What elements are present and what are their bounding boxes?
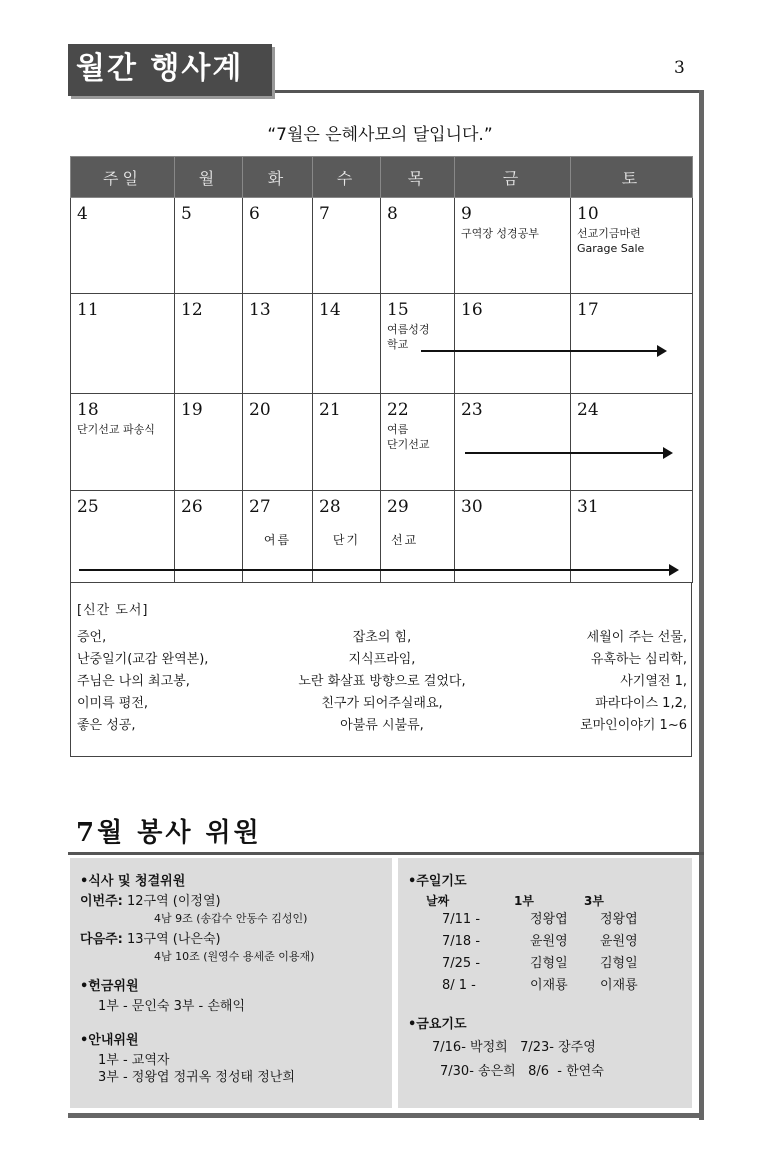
day-number: 14 — [319, 300, 341, 320]
weekday-header-row — [71, 157, 693, 198]
prayer-header-date: 날짜 — [426, 894, 450, 908]
day-number: 9 — [461, 204, 472, 224]
weekday-header: 화 — [243, 157, 313, 198]
frame-right-rule — [699, 90, 704, 1120]
weekday-header: 금 — [455, 157, 571, 198]
calendar-day-cell — [455, 491, 571, 583]
book-title: 유혹하는 심리학, — [590, 652, 687, 667]
service-top-rule — [68, 852, 704, 855]
book-title: 로마인이야기 1~6 — [580, 718, 687, 733]
calendar-week-row — [71, 394, 693, 491]
meal-this-week — [80, 893, 382, 910]
calendar-day-cell — [243, 198, 313, 294]
calendar-day-cell — [455, 394, 571, 491]
day-number: 11 — [77, 300, 99, 320]
day-number: 5 — [181, 204, 192, 224]
meal-next-week — [80, 931, 382, 948]
calendar-day-cell — [571, 394, 693, 491]
this-week-line2: 4남 9조 (송갑수 안동수 김성인) — [154, 912, 308, 925]
calendar-event-line2: 단기선교 — [387, 438, 430, 451]
usher-committee-title: •안내위원 — [80, 1033, 139, 1048]
day-number: 24 — [577, 400, 599, 420]
service-left-panel — [70, 858, 392, 1108]
calendar-event-line2: Garage Sale — [577, 242, 645, 255]
book-row — [77, 626, 687, 648]
calendar-event: 선교기금마련 — [577, 227, 641, 240]
offering-committee-title: •헌금위원 — [80, 979, 139, 994]
calendar-day-cell — [71, 491, 175, 583]
prayer-first-service: 이재룡 — [530, 978, 568, 993]
day-number: 28 — [319, 497, 341, 517]
calendar-week-row — [71, 198, 693, 294]
weekday-header: 수 — [313, 157, 381, 198]
next-week-label: 다음주: — [80, 932, 123, 947]
day-number: 6 — [249, 204, 260, 224]
day-number: 19 — [181, 400, 203, 420]
day-number: 23 — [461, 400, 483, 420]
weekday-header: 토 — [571, 157, 693, 198]
calendar-day-cell — [175, 294, 243, 394]
this-week-label: 이번주: — [80, 894, 123, 909]
day-number: 26 — [181, 497, 203, 517]
book-title: 노란 화살표 방향으로 걸었다, — [298, 674, 466, 689]
this-week-line1: 12구역 (이정열) — [127, 894, 221, 909]
sunday-prayer-row — [408, 931, 682, 953]
page-number: 3 — [674, 58, 685, 78]
new-books-section — [70, 583, 692, 757]
calendar-event-line2: 학교 — [387, 338, 409, 351]
day-number: 10 — [577, 204, 599, 224]
day-number: 15 — [387, 300, 409, 320]
day-number: 12 — [181, 300, 203, 320]
day-number: 21 — [319, 400, 341, 420]
calendar-day-cell — [243, 294, 313, 394]
offering-members: 1부 - 문인숙 3부 - 손해익 — [98, 999, 246, 1014]
calendar-day-cell — [175, 198, 243, 294]
prayer-first-service: 정왕엽 — [530, 912, 568, 927]
day-number: 17 — [577, 300, 599, 320]
day-number: 25 — [77, 497, 99, 517]
calendar-day-cell — [571, 198, 693, 294]
calendar-event: 단기선교 파송식 — [77, 423, 155, 436]
calendar-event: 여름 — [263, 533, 292, 547]
prayer-date: 7/18 - — [442, 934, 481, 949]
friday-prayer-line1: 7/16- 박정희 7/23- 장주영 — [432, 1040, 596, 1055]
calendar-day-cell — [175, 491, 243, 583]
next-week-line1: 13구역 (나은숙) — [127, 932, 221, 947]
book-row — [77, 692, 687, 714]
calendar-table — [70, 156, 693, 583]
calendar-day-cell — [175, 394, 243, 491]
day-number: 7 — [319, 204, 330, 224]
day-number: 27 — [249, 497, 271, 517]
calendar-day-cell — [71, 294, 175, 394]
prayer-header-third: 3부 — [584, 894, 604, 908]
calendar-day-cell — [381, 491, 455, 583]
book-title: 잡초의 힘, — [352, 630, 412, 645]
prayer-third-service: 정왕엽 — [600, 912, 638, 927]
service-right-panel — [398, 858, 692, 1108]
weekday-header: 주일 — [71, 157, 175, 198]
calendar-event: 여름성경 — [387, 323, 430, 336]
book-row — [77, 670, 687, 692]
day-number: 20 — [249, 400, 271, 420]
day-number: 4 — [77, 204, 88, 224]
book-title: 사기열전 1, — [620, 674, 687, 689]
book-title: 친구가 되어주실래요, — [321, 696, 443, 711]
sunday-prayer-row — [408, 953, 682, 975]
calendar-week-row — [71, 491, 693, 583]
day-number: 13 — [249, 300, 271, 320]
calendar-day-cell — [381, 294, 455, 394]
monthly-quote: “7월은 은혜사모의 달입니다.” — [267, 125, 493, 145]
book-title: 지식프라임, — [348, 652, 416, 667]
prayer-header-first: 1부 — [514, 894, 534, 908]
day-number: 31 — [577, 497, 599, 517]
new-books-title: [신간 도서] — [77, 603, 149, 618]
usher-members-1: 1부 - 교역자 — [98, 1053, 170, 1068]
calendar-day-cell — [71, 198, 175, 294]
prayer-date: 7/25 - — [442, 956, 481, 971]
frame-bottom-rule — [68, 1113, 704, 1118]
prayer-first-service: 김형일 — [530, 956, 568, 971]
day-number: 29 — [387, 497, 409, 517]
prayer-date: 8/ 1 - — [442, 978, 476, 993]
weekday-header: 월 — [175, 157, 243, 198]
weekday-header: 목 — [381, 157, 455, 198]
calendar-week-row — [71, 294, 693, 394]
friday-prayer-title: •금요기도 — [408, 1017, 467, 1032]
prayer-third-service: 윤원영 — [600, 934, 638, 949]
book-title: 난중일기(교감 완역본), — [77, 652, 209, 667]
day-number: 18 — [77, 400, 99, 420]
prayer-third-service: 김형일 — [600, 956, 638, 971]
book-row — [77, 648, 687, 670]
prayer-date: 7/11 - — [442, 912, 481, 927]
friday-prayer-line2: 7/30- 송은희 8/6 - 한연숙 — [440, 1064, 604, 1079]
book-title: 증언, — [77, 630, 107, 645]
book-row — [77, 714, 687, 736]
book-title: 이미륵 평전, — [77, 696, 149, 711]
usher-members-2: 3부 - 정왕엽 정귀옥 정성태 정난희 — [98, 1070, 295, 1085]
book-title: 아불류 시불류, — [340, 718, 424, 733]
book-title: 파라다이스 1,2, — [595, 696, 687, 711]
next-week-line2: 4남 10조 (원영수 용세준 이용재) — [154, 950, 315, 963]
calendar-day-cell — [313, 491, 381, 583]
day-number: 8 — [387, 204, 398, 224]
book-title: 주님은 나의 최고봉, — [77, 674, 190, 689]
prayer-third-service: 이재룡 — [600, 978, 638, 993]
calendar-event: 선교 — [391, 533, 419, 547]
sunday-prayer-title: •주일기도 — [408, 874, 467, 889]
prayer-first-service: 윤원영 — [530, 934, 568, 949]
day-number: 30 — [461, 497, 483, 517]
calendar-day-cell — [313, 294, 381, 394]
meal-committee-title: •식사 및 청결위원 — [80, 874, 186, 889]
sunday-prayer-header — [408, 893, 682, 909]
day-number: 22 — [387, 400, 409, 420]
calendar-event: 단기 — [332, 533, 361, 547]
calendar-day-cell — [571, 491, 693, 583]
book-title: 세월이 주는 선물, — [586, 630, 687, 645]
calendar-event: 여름 — [387, 423, 409, 436]
service-section-title: 7월 봉사 위원 — [76, 818, 262, 848]
calendar-event: 구역장 성경공부 — [461, 227, 539, 240]
book-title: 좋은 성공, — [77, 718, 136, 733]
calendar-day-cell — [381, 394, 455, 491]
calendar-day-cell — [455, 198, 571, 294]
day-number: 16 — [461, 300, 483, 320]
page-title: 월간 행사계획 — [68, 44, 272, 96]
sunday-prayer-row — [408, 975, 682, 997]
calendar-day-cell — [313, 198, 381, 294]
calendar-day-cell — [381, 198, 455, 294]
sunday-prayer-row — [408, 909, 682, 931]
calendar-day-cell — [71, 394, 175, 491]
calendar-day-cell — [243, 394, 313, 491]
calendar-day-cell — [243, 491, 313, 583]
calendar-day-cell — [313, 394, 381, 491]
calendar-day-cell — [571, 294, 693, 394]
calendar-day-cell — [455, 294, 571, 394]
